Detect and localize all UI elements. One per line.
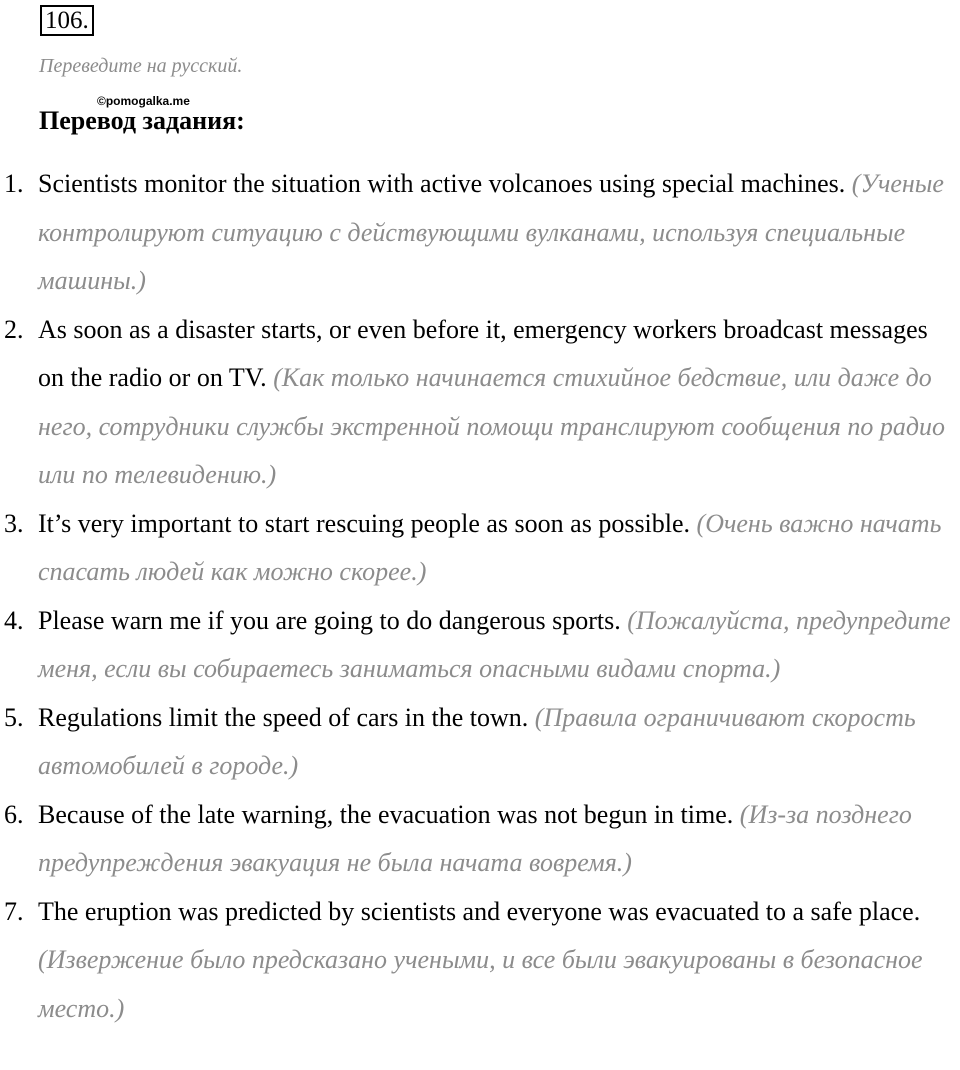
list-item — [0, 694, 960, 791]
russian-translation: (Извержение было предсказано учеными, и все были эвакуированы в безопасное место.) — [38, 945, 923, 1023]
translation-list — [0, 160, 960, 1033]
item-number: 7. — [4, 896, 24, 926]
watermark: ©pomogalka.me — [97, 94, 190, 108]
russian-translation: (Правила ограничивают скорость автомобилей в городе.) — [38, 702, 916, 780]
english-sentence: As soon as a disaster starts, or even before it, emergency workers broadcast messages on the radio or on TV. — [38, 314, 928, 392]
item-number: 4. — [4, 605, 24, 635]
russian-translation: (Как только начинается стихийное бедствие, или даже до него, сотрудники службы экстренной помощи транслируют сообщения по радио или по телевидению.) — [38, 363, 945, 489]
russian-translation: (Из-за позднего предупреждения эвакуация не была начата вовремя.) — [38, 799, 912, 877]
english-sentence: Scientists monitor the situation with active volcanoes using special machines. — [38, 169, 846, 198]
list-item — [0, 306, 960, 500]
task-instruction: Переведите на русский. — [39, 55, 243, 77]
russian-translation: (Пожалуйста, предупредите меня, если вы собираетесь заниматься опасными видами спорта.) — [38, 605, 951, 683]
list-item — [0, 888, 960, 1034]
list-item — [0, 791, 960, 888]
russian-translation: (Ученые контролируют ситуацию с действующими вулканами, используя специальные машины.) — [38, 169, 944, 295]
item-number: 5. — [4, 702, 24, 732]
english-sentence: It’s very important to start rescuing people as soon as possible. — [38, 508, 691, 538]
item-number: 2. — [4, 314, 24, 344]
item-number: 1. — [4, 169, 24, 198]
list-item — [0, 597, 960, 694]
list-item — [0, 500, 960, 597]
translation-heading: Перевод задания: — [39, 106, 245, 135]
list-item — [0, 160, 960, 306]
english-sentence: Regulations limit the speed of cars in the town. — [38, 702, 529, 732]
english-sentence: Because of the late warning, the evacuation was not begun in time. — [38, 799, 734, 829]
russian-translation: (Очень важно начать спасать людей как можно скорее.) — [38, 508, 942, 586]
english-sentence: Please warn me if you are going to do dangerous sports. — [38, 605, 621, 635]
item-number: 3. — [4, 508, 24, 538]
item-number: 6. — [4, 799, 24, 829]
task-number: 106. — [40, 5, 94, 36]
english-sentence: The eruption was predicted by scientists and everyone was evacuated to a safe place. — [38, 896, 921, 926]
